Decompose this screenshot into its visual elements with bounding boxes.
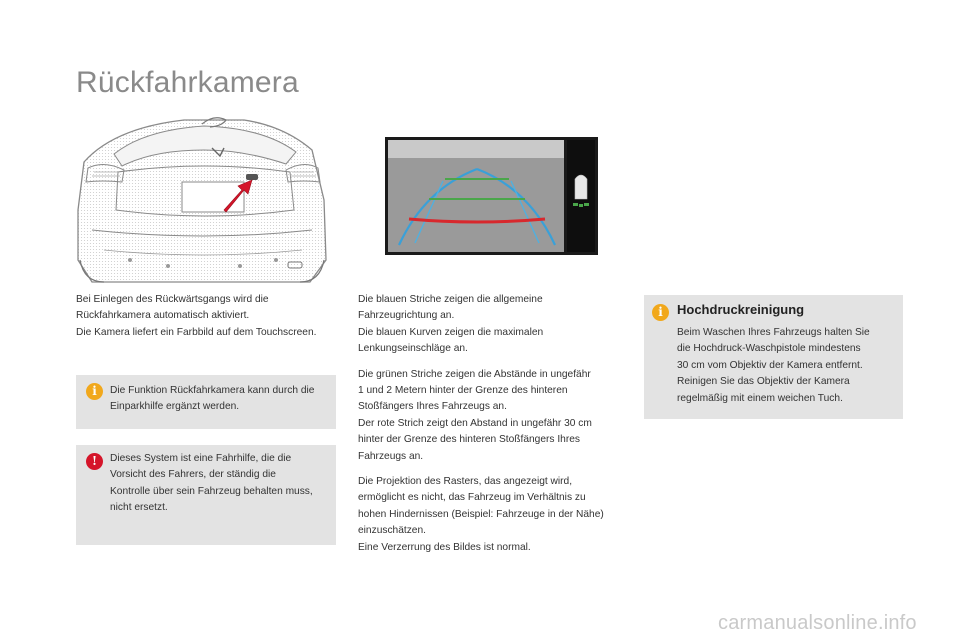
info-note-text: Die Funktion Rückfahrkamera kann durch die Einparkhilfe ergänzt werden. <box>110 385 315 413</box>
intro-text-column <box>76 292 338 350</box>
car-rear-illustration <box>74 110 330 286</box>
cleaning-heading: Hochdruckreinigung <box>677 302 805 317</box>
warning-icon: ! <box>86 453 103 470</box>
info-note-box <box>76 375 336 429</box>
page-title: Rückfahrkamera <box>76 66 299 99</box>
blue-lines-paragraph: Die blauen Striche zeigen die allgemeine Fahrzeugrichtung an. Die blauen Kurven zeigen die maximalen Lenkungseinschläge an. <box>358 294 544 355</box>
info-icon: i <box>86 383 103 400</box>
warning-note-box <box>76 445 336 545</box>
projection-paragraph: Die Projektion des Rasters, das angezeigt wird, ermöglicht es nicht, das Fahrzeug im Verhältnis zu hohen Hindernissen (Beispiel: Fahrzeuge in der Nähe) einzuschätzen. Eine Verzerrung des Bildes ist normal. <box>358 476 604 553</box>
warning-note-text: Dieses System ist eine Fahrhilfe, die die Vorsicht des Fahrers, der ständig die Kontrolle über sein Fahrzeug behalten muss, nicht ersetzt. <box>110 453 313 514</box>
cleaning-note-text: Beim Waschen Ihres Fahrzeugs halten Sie die Hochdruck-Waschpistole mindestens 30 cm vom Objektiv der Kamera entfernt. Reinigen Sie das Objektiv der Kamera regelmäßig mit einem weichen Tuch. <box>677 327 870 404</box>
info-icon: i <box>652 304 669 321</box>
green-red-lines-paragraph: Die grünen Striche zeigen die Abstände in ungefähr 1 und 2 Metern hinter der Grenze des hinteren Stoßfängers Ihres Fahrzeugs an. Der rote Strich zeigt den Abstand in ungefähr 30 cm hinter der Grenze des hinteren Stoßfängers Ihres Fahrzeugs an. <box>358 368 592 462</box>
cleaning-note-box <box>644 295 903 419</box>
camera-display-screen <box>385 137 598 255</box>
guide-lines-text-column <box>358 292 623 565</box>
watermark: carmanualsonline.info <box>718 612 917 634</box>
intro-paragraph: Bei Einlegen des Rückwärtsgangs wird die Rückfahrkamera automatisch aktiviert. Die Kamera liefert ein Farbbild auf dem Touchscreen. <box>76 294 317 338</box>
car-top-view-icon <box>575 175 587 199</box>
